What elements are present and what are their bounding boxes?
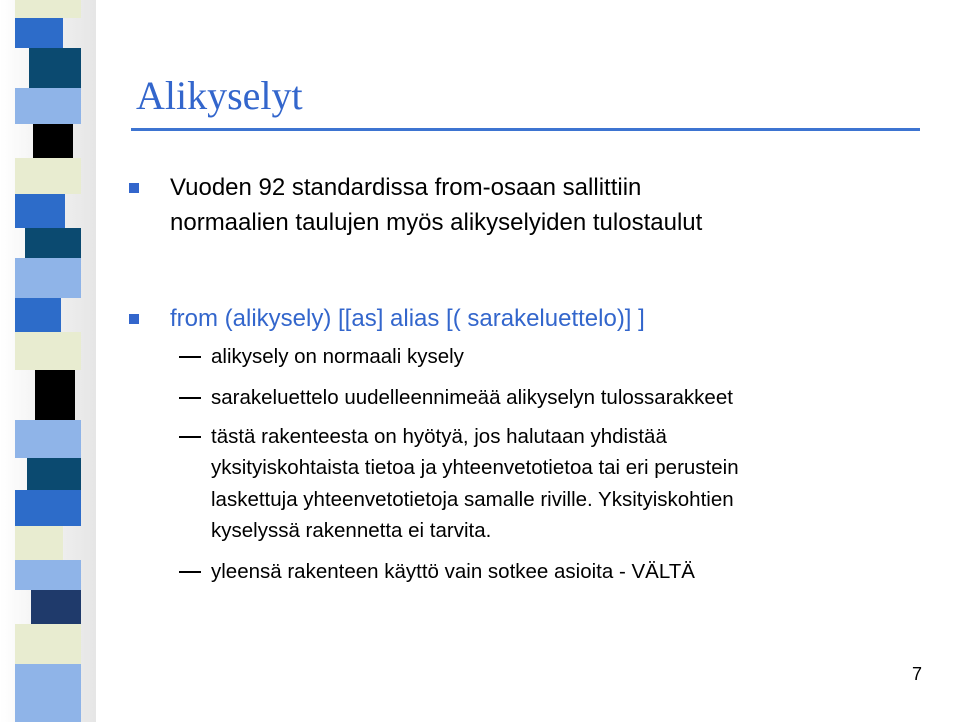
stripe-block — [15, 88, 81, 124]
stripe-block — [15, 490, 81, 526]
stripe-block — [15, 420, 81, 458]
stripe-block — [25, 228, 81, 258]
stripe-block — [15, 194, 65, 228]
page-number: 7 — [912, 664, 923, 684]
bullet-1-line-1: Vuoden 92 standardissa from-osaan sallittiin — [170, 174, 642, 201]
stripe-block — [15, 158, 81, 194]
decorative-stripe-column — [15, 0, 81, 722]
bullet-2-syntax-line: from (alikysely) [[as] alias [( sarakeluettelo)] ] — [170, 305, 645, 332]
sub-item-3-line-1: tästä rakenteesta on hyötyä, jos halutaan yhdistää — [211, 425, 667, 448]
dash-bullet-icon — [179, 571, 201, 573]
slide-title: Alikyselyt — [136, 73, 303, 118]
dash-bullet-icon — [179, 397, 201, 399]
stripe-block — [35, 370, 75, 420]
stripe-block — [15, 18, 63, 48]
stripe-block — [15, 560, 81, 590]
dash-bullet-icon — [179, 356, 201, 358]
sub-item-1: alikysely on normaali kysely — [211, 345, 464, 368]
stripe-block — [27, 458, 81, 490]
square-bullet-icon — [129, 314, 139, 324]
stripe-block — [15, 332, 81, 370]
sub-item-3-line-3: laskettuja yhteenvetotietoja samalle riville. Yksityiskohtien — [211, 488, 734, 511]
sub-item-4: yleensä rakenteen käyttö vain sotkee asioita - VÄLTÄ — [211, 560, 695, 583]
stripe-block — [15, 624, 81, 664]
stripe-block — [33, 124, 73, 158]
square-bullet-icon — [129, 183, 139, 193]
stripe-block — [15, 664, 81, 722]
stripe-block — [15, 298, 61, 332]
stripe-block — [31, 590, 81, 624]
sub-item-2: sarakeluettelo uudelleennimeää alikyselyn tulossarakkeet — [211, 386, 733, 409]
dash-bullet-icon — [179, 436, 201, 438]
title-underline — [131, 128, 920, 131]
decorative-side-band — [0, 0, 96, 722]
sub-item-3-line-4: kyselyssä rakennetta ei tarvita. — [211, 519, 492, 542]
stripe-block — [15, 0, 81, 18]
stripe-block — [15, 258, 81, 298]
stripe-block — [15, 526, 63, 560]
stripe-block — [29, 48, 81, 88]
bullet-1-line-2: normaalien taulujen myös alikyselyiden tulostaulut — [170, 209, 703, 236]
sub-item-3-line-2: yksityiskohtaista tietoa ja yhteenvetotietoa tai eri perustein — [211, 456, 739, 479]
